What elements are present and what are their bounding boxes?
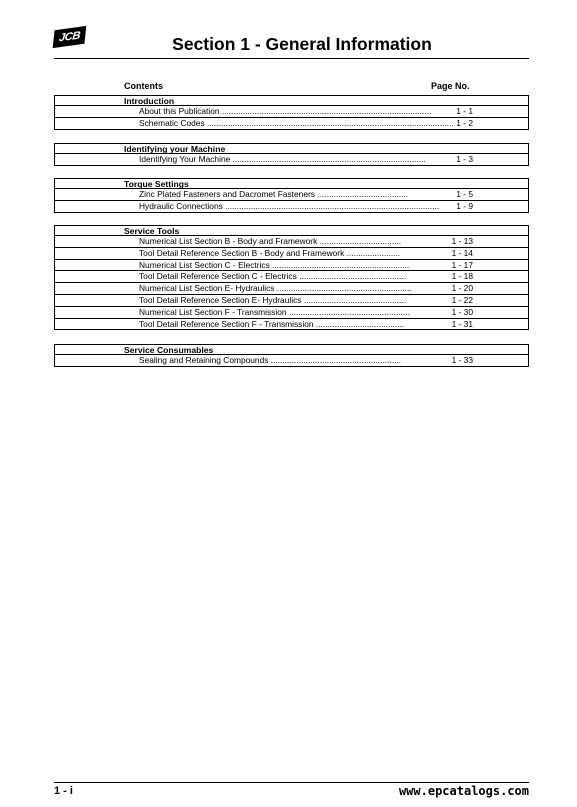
toc-entry[interactable]: [54, 283, 529, 295]
entry-page: 1 - 13: [451, 236, 473, 246]
entry-page: 1 - 22: [451, 294, 473, 305]
watermark: www.epcatalogs.com: [398, 784, 529, 798]
toc-entry[interactable]: [54, 106, 529, 118]
entry-page: 1 - 20: [451, 283, 473, 294]
entry-page: 1 - 14: [451, 247, 473, 258]
footer-rule: [54, 782, 529, 783]
entry-title: Tool Detail Reference Section F - Transmission ......................................: [139, 318, 405, 329]
entry-title: Numerical List Section F - Transmission ....................................................: [139, 306, 410, 317]
entry-page: 1 - 5: [456, 189, 473, 199]
entry-page: 1 - 30: [451, 306, 473, 317]
entry-title: Sealing and Retaining Compounds ........................................................: [139, 355, 402, 365]
entry-title: Tool Detail Reference Section C - Electrics ..............................................: [139, 271, 407, 282]
entry-title: Numerical List Section C - Electrics ...........................................................: [139, 259, 410, 270]
entry-page: 1 - 18: [451, 271, 473, 282]
toc-entry[interactable]: [54, 271, 529, 283]
toc-entry[interactable]: [54, 236, 529, 248]
toc-entry[interactable]: [54, 307, 529, 319]
section-title: Identifying your Machine: [54, 143, 529, 154]
toc-entry[interactable]: [54, 154, 529, 166]
entry-title: Tool Detail Reference Section B - Body and Framework .......................: [139, 247, 401, 258]
toc-entry[interactable]: [54, 319, 529, 331]
section-service-tools: [54, 225, 529, 330]
entry-page: 1 - 2: [456, 117, 473, 128]
entry-page: 1 - 17: [451, 259, 473, 270]
toc-entry[interactable]: [54, 295, 529, 307]
section-title: Torque Settings: [54, 178, 529, 189]
toc-entry[interactable]: [54, 189, 529, 201]
entry-page: 1 - 9: [456, 200, 473, 211]
entry-title: Numerical List Section E- Hydraulics ..........................................................: [139, 283, 412, 294]
entry-page: 1 - 3: [456, 154, 473, 164]
entry-page: 1 - 31: [451, 318, 473, 329]
entry-title: Hydraulic Connections ............................................................................................: [139, 200, 440, 211]
section-torque: [54, 178, 529, 213]
title-rule: [54, 58, 529, 59]
section-title: Service Tools: [54, 225, 529, 236]
entry-title: Identifying Your Machine ...................................................................................: [139, 154, 426, 164]
entry-title: Schematic Codes ..........................................................................................................: [139, 117, 454, 128]
toc-entry[interactable]: [54, 118, 529, 130]
entry-title: Tool Detail Reference Section E- Hydraulics ............................................: [139, 294, 407, 305]
section-title: Service Consumables: [54, 344, 529, 355]
page-title: Section 1 - General Information: [172, 34, 432, 54]
section-service-consumables: [54, 344, 529, 367]
logo-text: JCB: [58, 29, 81, 45]
entry-title: Zinc Plated Fasteners and Dacromet Fasteners .......................................: [139, 189, 409, 199]
section-introduction: [54, 95, 529, 130]
toc-entry[interactable]: [54, 201, 529, 213]
section-title: Introduction: [54, 95, 529, 106]
entry-title: Numerical List Section B - Body and Framework ...................................: [139, 236, 402, 246]
toc-entry[interactable]: [54, 355, 529, 367]
entry-title: About this Publication ..........................................................................................: [139, 106, 432, 116]
page-number-header: Page No.: [431, 81, 470, 91]
section-identifying: [54, 143, 529, 166]
footer-page-number: 1 - i: [54, 785, 73, 797]
toc-entry[interactable]: [54, 248, 529, 260]
entry-page: 1 - 33: [451, 355, 473, 365]
entry-page: 1 - 1: [456, 106, 473, 116]
toc-entry[interactable]: [54, 260, 529, 272]
contents-header: Contents: [124, 81, 163, 91]
